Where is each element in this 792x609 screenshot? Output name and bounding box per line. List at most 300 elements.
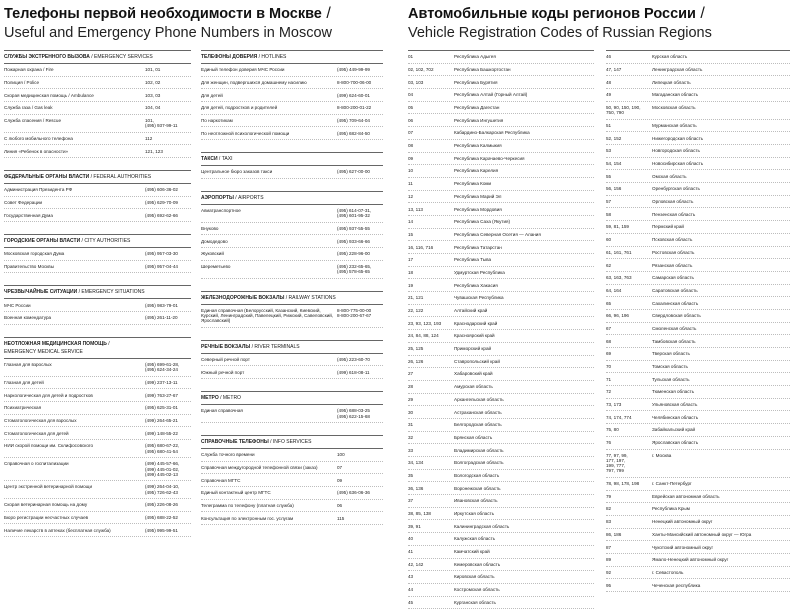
service-name: Шереметьево <box>201 264 231 270</box>
phone-row <box>4 402 191 415</box>
region-row <box>408 559 594 572</box>
phone-number: (495) 995-99-51 <box>145 527 178 533</box>
region-row <box>606 516 790 529</box>
region-row <box>606 259 790 272</box>
region-name: Забайкальский край <box>652 427 696 433</box>
phone-number: (495) 933-66-66 <box>337 238 370 244</box>
region-code: 30 <box>408 409 414 415</box>
service-name: Справочная о госпитализации <box>4 461 69 467</box>
region-code: 34, 134 <box>408 460 424 466</box>
section-heading-ru: ТЕЛЕФОНЫ ДОВЕРИЯ <box>201 54 258 60</box>
region-row <box>606 348 790 361</box>
section-heading-en: / TAXI <box>217 156 233 163</box>
region-code: 37 <box>408 498 414 504</box>
region-row <box>606 183 790 196</box>
region-name: Калужская область <box>454 536 496 542</box>
region-code: 42, 142 <box>408 561 424 567</box>
phone-row <box>4 145 191 158</box>
region-name: Архангельская область <box>454 396 504 402</box>
phone-row <box>201 354 383 367</box>
section-heading-ru: ГОРОДСКИЕ ОРГАНЫ ВЛАСТИ <box>4 238 81 245</box>
phone-number: (495) 699-61-28, (495) 624-34-24 <box>145 362 180 373</box>
phone-row <box>4 427 191 440</box>
phone-number: (495) 983-79-01 <box>145 302 178 308</box>
service-name: Линия «Ребенок в опасности» <box>4 148 69 154</box>
region-code: 67 <box>606 325 612 331</box>
phone-row <box>4 197 191 210</box>
region-name: Пермский край <box>652 224 684 230</box>
region-name: Саратовская область <box>652 287 698 293</box>
section-heading-ru: ТАКСИ <box>201 156 218 163</box>
region-name: Новосибирская область <box>652 161 704 166</box>
region-code: 43 <box>408 574 414 580</box>
section-gap <box>201 328 383 340</box>
section-gap <box>201 179 383 191</box>
phone-row <box>4 102 191 115</box>
phone-number: (499) 624-60-01 <box>337 92 370 98</box>
section-heading <box>4 234 191 247</box>
region-row <box>606 221 790 234</box>
region-name: Краснодарский край <box>454 320 498 326</box>
phone-row <box>4 89 191 102</box>
section-gap <box>201 423 383 435</box>
phone-number: (495) 957-04-44 <box>145 264 178 270</box>
region-code: 68 <box>606 338 612 344</box>
section-heading-en: / RIVER TERMINALS <box>250 343 300 350</box>
phone-row <box>201 89 383 102</box>
region-row <box>606 51 790 64</box>
region-code: 82 <box>606 506 612 512</box>
phone-row <box>4 64 191 77</box>
region-codes-column-2 <box>606 50 790 592</box>
region-row <box>408 597 594 609</box>
region-row <box>408 89 594 102</box>
region-name: Амурская область <box>454 384 493 390</box>
phone-row <box>201 500 383 513</box>
region-code: 71 <box>606 376 612 382</box>
phone-row <box>4 184 191 197</box>
section-heading-en: / HOTLINES <box>257 54 287 60</box>
region-row <box>408 254 594 267</box>
service-name: Справочная МГТС <box>201 477 241 483</box>
service-name: Единая справочная (Белорусский, Казанский, Киевский, Курский, Ленинградский, Павелецкий, Рижский, Савеловский, Ярославский) <box>201 307 334 324</box>
region-name: Орловская область <box>652 199 694 205</box>
service-name: Центральное бюро заказов такси <box>201 169 273 175</box>
region-row <box>408 495 594 508</box>
section-heading-ru: АЭРОПОРТЫ <box>201 194 234 201</box>
region-row <box>408 51 594 64</box>
region-name: Хабаровский край <box>454 371 493 377</box>
region-code: 57 <box>606 199 612 205</box>
phone-row <box>201 449 383 462</box>
service-name: По неотложной психологической помощи <box>201 130 290 136</box>
region-code: 31 <box>408 422 414 428</box>
region-code: 87 <box>606 544 612 550</box>
phone-number: (495) 636-06-36 <box>337 490 370 496</box>
service-name: МЧС России <box>4 302 31 308</box>
region-name: Республика Северная Осетия — Алания <box>454 231 541 237</box>
region-code: 45 <box>408 599 414 605</box>
service-name: Глазная для детей <box>4 380 44 386</box>
region-name: Волгоградская область <box>454 460 504 466</box>
region-row <box>408 482 594 495</box>
region-code: 21, 121 <box>408 295 424 301</box>
region-row <box>408 267 594 280</box>
region-row <box>408 229 594 242</box>
region-row <box>408 546 594 559</box>
phone-row <box>4 440 191 458</box>
region-row <box>408 406 594 419</box>
region-code: 27 <box>408 371 414 377</box>
region-code: 18 <box>408 269 414 275</box>
phone-row <box>201 512 383 525</box>
region-name: Свердловская область <box>652 313 701 319</box>
section-heading-ru: ЧРЕЗВЫЧАЙНЫЕ СИТУАЦИИ <box>4 289 78 296</box>
section-heading <box>201 435 383 448</box>
region-name: Чувашская Республика <box>454 295 504 301</box>
phone-number: (495) 625-31-01 <box>145 405 178 411</box>
phone-number: (499) 148-55-22 <box>145 430 178 436</box>
section-heading <box>201 191 383 204</box>
service-name: Глазная для взрослых <box>4 362 52 368</box>
region-row <box>606 437 790 450</box>
region-row <box>408 191 594 204</box>
region-row <box>606 247 790 260</box>
phone-number: 112 <box>145 135 153 141</box>
region-code: 59, 81, 159 <box>606 224 629 230</box>
section-gap <box>4 222 191 234</box>
region-name: Республика Карачаево-Черкесия <box>454 155 525 161</box>
region-code: 29 <box>408 396 414 402</box>
region-name: Ханты-Мансийский автономный округ — Югра <box>652 531 752 537</box>
region-name: Воронежская область <box>454 485 501 491</box>
region-name: Республика Башкортостан <box>454 66 511 72</box>
region-name: Иркутская область <box>454 511 495 517</box>
phone-row <box>4 359 191 377</box>
region-row <box>408 114 594 127</box>
phone-number: (499) 237-13-11 <box>145 380 178 386</box>
region-code: 14 <box>408 219 414 225</box>
region-row <box>606 145 790 158</box>
phone-section <box>201 50 383 140</box>
phone-section <box>201 291 383 328</box>
phone-section <box>201 340 383 379</box>
region-code: 17 <box>408 257 414 263</box>
section-heading-ru: МЕТРО <box>201 395 219 402</box>
right-title-separator: / <box>695 5 705 22</box>
section-heading-ru: СПРАВОЧНЫЕ ТЕЛЕФОНЫ <box>201 439 269 446</box>
region-row <box>606 567 790 580</box>
region-row <box>408 584 594 597</box>
region-name: Ростовская область <box>652 249 695 255</box>
phone-row <box>201 235 383 248</box>
phone-number: (499) 264-04-10, (495) 726-62-43 <box>145 484 180 495</box>
region-name: Еврейская автономная область <box>652 493 720 499</box>
left-title-ru: Телефоны первой необходимости в Москве <box>4 6 322 22</box>
region-name: Омская область <box>652 173 687 179</box>
section-heading <box>4 170 191 183</box>
region-name: Курская область <box>652 54 688 60</box>
region-row <box>408 356 594 369</box>
region-code: 79 <box>606 493 612 499</box>
phone-number: 8-800-775-00-00 8-800-200-67-67 <box>337 307 372 319</box>
region-code: 77, 97, 99, 177, 197, 199, 777, 797, 799 <box>606 452 628 474</box>
section-heading-ru: ЖЕЛЕЗНОДОРОЖНЫЕ ВОКЗАЛЫ <box>201 294 285 301</box>
region-name: Ямало-Ненецкий автономный округ <box>652 557 729 563</box>
region-name: Приморский край <box>454 346 492 352</box>
service-name: Телеграмма по телефону (платная служба) <box>201 503 294 509</box>
phone-number: (495) 627-00-00 <box>337 169 370 175</box>
service-name: Жуковский <box>201 251 224 257</box>
phone-number: 121, 123 <box>145 148 163 154</box>
right-title-ru: Автомобильные коды регионов России <box>408 6 696 22</box>
region-name: Алтайский край <box>454 308 488 314</box>
region-name: Красноярский край <box>454 333 495 339</box>
phone-number: 102, 02 <box>145 79 161 85</box>
section-gap <box>201 379 383 391</box>
region-name: Московская область <box>652 105 696 111</box>
region-code: 50, 90, 150, 190, 750, 790 <box>606 105 641 116</box>
region-row <box>606 76 790 89</box>
phone-row <box>4 524 191 537</box>
phone-row <box>4 389 191 402</box>
section-heading <box>201 291 383 304</box>
region-row <box>606 272 790 285</box>
region-code: 48 <box>606 79 612 85</box>
service-name: Бюро регистрации несчастных случаев <box>4 515 89 521</box>
right-title <box>408 4 792 43</box>
phone-row <box>4 377 191 390</box>
region-row <box>408 508 594 521</box>
phone-number: (495) 232-65-65, (495) 578-65-65 <box>337 264 372 275</box>
region-name: Томская область <box>652 364 688 369</box>
service-name: Северный речной порт <box>201 357 250 363</box>
region-code: 70 <box>606 364 612 369</box>
region-code: 15 <box>408 231 414 237</box>
region-row <box>606 208 790 221</box>
phone-number: (495) 223-60-70 <box>337 357 370 363</box>
region-row <box>606 335 790 348</box>
region-code: 47, 147 <box>606 66 622 72</box>
region-name: Новгородская область <box>652 148 700 154</box>
phone-row <box>4 312 191 325</box>
phone-row <box>4 458 191 481</box>
region-row <box>606 361 790 374</box>
region-row <box>606 478 790 491</box>
region-name: Республика Татарстан <box>454 244 502 250</box>
region-code: 64, 164 <box>606 287 622 293</box>
phone-row <box>201 77 383 90</box>
service-name: Консультация по электронным гос. услугам <box>201 515 294 521</box>
region-row <box>606 399 790 412</box>
region-name: Республика Ингушетия <box>454 117 504 123</box>
region-code: 53 <box>606 148 612 154</box>
section-heading <box>4 50 191 63</box>
region-name: Тверская область <box>652 351 690 357</box>
region-row <box>408 533 594 546</box>
section-heading-en: / EMERGENCY SITUATIONS <box>77 289 145 296</box>
region-code: 51 <box>606 122 612 128</box>
region-code: 60 <box>606 237 612 243</box>
section-heading <box>201 391 383 404</box>
phone-row <box>201 405 383 423</box>
region-name: Ленинградская область <box>652 66 703 72</box>
region-name: Республика Бурятия <box>454 79 498 85</box>
region-name: Чеченская республика <box>652 582 701 588</box>
region-name: Костромская область <box>454 587 500 593</box>
region-code: 89 <box>606 557 612 563</box>
phone-number: 8-800-700-06-00 <box>337 79 372 85</box>
region-row <box>606 196 790 209</box>
phone-row <box>4 248 191 261</box>
region-code: 19 <box>408 282 414 288</box>
region-code: 92 <box>606 569 612 575</box>
region-row <box>408 153 594 166</box>
region-row <box>606 234 790 247</box>
phone-section <box>201 191 383 279</box>
phone-row <box>4 115 191 133</box>
region-row <box>606 424 790 437</box>
region-row <box>408 571 594 584</box>
region-name: Владимирская область <box>454 447 504 453</box>
region-name: Брянская область <box>454 434 493 440</box>
phone-section <box>4 50 191 158</box>
region-name: Самарская область <box>652 275 694 281</box>
phone-row <box>201 166 383 179</box>
region-code: 32 <box>408 434 414 440</box>
service-name: Для детей <box>201 92 223 98</box>
service-name: Совет Федерации <box>4 200 43 205</box>
region-code: 54, 154 <box>606 161 622 166</box>
phone-number: 115 <box>337 515 345 521</box>
region-code: 61, 161, 761 <box>606 249 632 255</box>
region-name: Республика Крым <box>652 506 690 512</box>
region-row <box>606 89 790 102</box>
region-code: 63, 163, 763 <box>606 275 632 281</box>
section-heading-en: / EMERGENCY MEDICAL SERVICE <box>4 340 110 355</box>
phone-column-1 <box>4 50 191 537</box>
region-name: г. Санкт-Петербург <box>652 481 692 487</box>
region-codes-column-1 <box>408 50 594 609</box>
region-row <box>606 491 790 504</box>
region-name: Республика Карелия <box>454 168 499 174</box>
region-name: Республика Саха (Якутия) <box>454 219 511 225</box>
region-code: 35 <box>408 472 414 478</box>
service-name: Единый контактный центр МГТС <box>201 490 271 496</box>
right-title-en: Vehicle Registration Codes of Russian Regions <box>408 25 712 41</box>
section-gap <box>201 279 383 291</box>
phone-number: (495) 629-70-09 <box>145 200 178 205</box>
region-code: 40 <box>408 536 414 542</box>
region-name: Тюменская область <box>652 389 694 395</box>
service-name: Скорая ветеринарная помощь на дому <box>4 502 88 508</box>
region-row <box>408 394 594 407</box>
region-name: Сахалинская область <box>652 300 699 306</box>
region-name: Челябинская область <box>652 414 699 420</box>
region-row <box>408 140 594 153</box>
region-name: Республика Коми <box>454 181 492 187</box>
section-heading-en: / EMERGENCY SERVICES <box>89 54 153 60</box>
region-row <box>606 450 790 478</box>
region-name: Ненецкий автономный округ <box>652 519 713 525</box>
region-name: Республика Мордовия <box>454 206 502 212</box>
section-gap <box>4 158 191 170</box>
phone-row <box>201 305 383 328</box>
region-name: Пензенская область <box>652 211 696 217</box>
region-code: 75, 80 <box>606 427 619 433</box>
region-row <box>408 76 594 89</box>
phone-number: 100 <box>337 452 345 458</box>
region-row <box>408 216 594 229</box>
region-code: 24, 84, 88, 124 <box>408 333 439 339</box>
service-name: Скорая медицинская помощь / Ambulance <box>4 92 94 98</box>
service-name: Южный речной порт <box>201 369 245 375</box>
phone-row <box>201 127 383 140</box>
section-heading-en: / RAILWAY STATIONS <box>284 294 336 301</box>
service-name: Единый телефон доверия МЧС России <box>201 67 285 73</box>
phone-number: (495) 228-96-00 <box>337 251 370 257</box>
region-code: 33 <box>408 447 414 453</box>
region-row <box>606 541 790 554</box>
region-row <box>408 432 594 445</box>
region-row <box>606 373 790 386</box>
region-name: Удмуртская Республика <box>454 269 505 275</box>
region-code: 11 <box>408 181 413 187</box>
region-name: Астраханская область <box>454 409 502 415</box>
region-name: г. Севастополь <box>652 569 684 575</box>
phone-number: (499) 618-08-11 <box>337 369 370 375</box>
section-gap <box>4 273 191 285</box>
region-name: Ставропольский край <box>454 358 500 364</box>
phone-number: (495) 606-36-02 <box>145 187 178 193</box>
region-row <box>408 203 594 216</box>
phone-number: (499) 445-57-66, (499) 445-01-02, (499) 445-02-13 <box>145 461 180 477</box>
phone-row <box>4 512 191 525</box>
region-row <box>408 317 594 330</box>
region-code: 04 <box>408 92 414 98</box>
region-code: 26, 126 <box>408 358 424 364</box>
phone-number: (495) 688-22-52 <box>145 515 178 521</box>
phone-section <box>201 391 383 423</box>
phone-number: (495) 449-99-99 <box>337 67 370 73</box>
service-name: Авиатранспортное <box>201 208 241 214</box>
service-name: Центр экстренной ветеринарной помощи <box>4 484 93 490</box>
left-title <box>4 4 384 43</box>
region-code: 86, 186 <box>606 531 622 537</box>
region-row <box>408 419 594 432</box>
region-code: 74, 174, 774 <box>606 414 632 420</box>
phone-row <box>201 102 383 115</box>
region-name: Псковская область <box>652 237 693 243</box>
section-heading <box>201 152 383 165</box>
region-name: Калининградская область <box>454 523 510 529</box>
phone-number: (499) 264-65-21 <box>145 418 178 424</box>
region-row <box>408 381 594 394</box>
service-name: НИИ скорой помощи им. Склифосовского <box>4 443 94 449</box>
section-heading-en: / METRO <box>218 395 241 402</box>
service-name: Служба точного времени <box>201 452 255 458</box>
region-row <box>408 368 594 381</box>
region-code: 28 <box>408 384 414 390</box>
region-code: 58 <box>606 211 612 217</box>
region-name: Мурманская область <box>652 122 697 128</box>
region-row <box>606 554 790 567</box>
region-row <box>606 132 790 145</box>
region-name: Ивановская область <box>454 498 498 504</box>
phone-number: (495) 957-03-30 <box>145 251 178 257</box>
phone-number: 101, 01 <box>145 67 161 73</box>
region-row <box>408 305 594 318</box>
